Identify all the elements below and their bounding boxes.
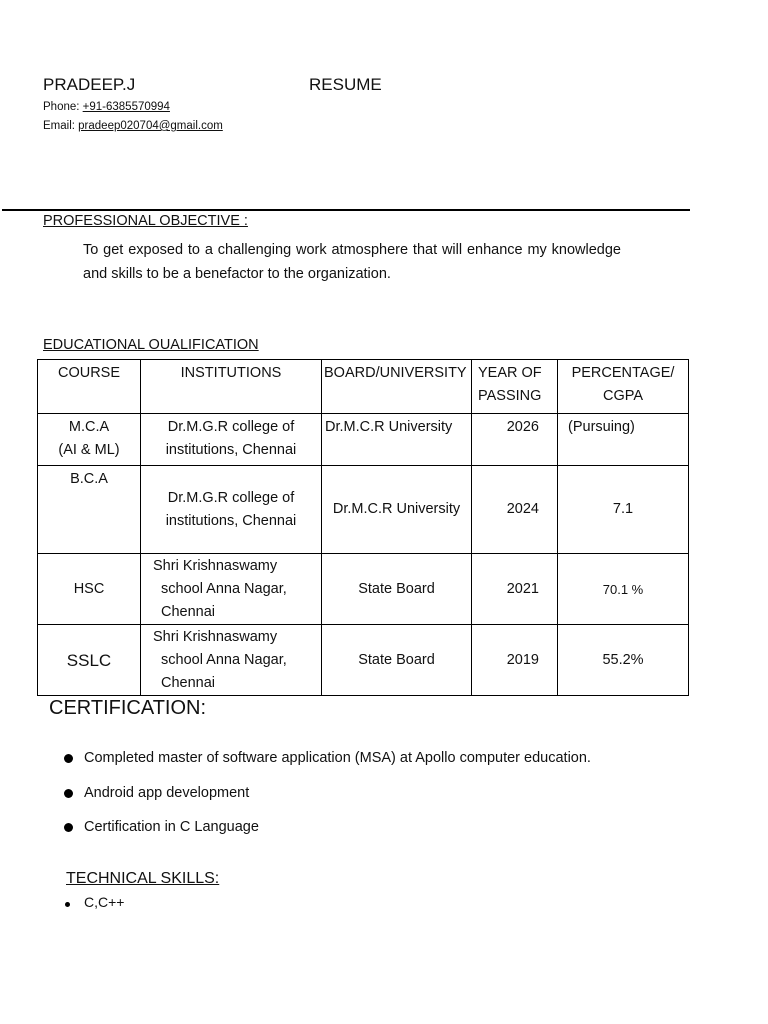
bullet-icon [64,789,73,798]
education-heading: EDUCATIONAL OUALIFICATION [43,337,259,353]
cell-board: State Board [322,625,472,696]
cell-institution [141,625,322,696]
phone-link[interactable]: +91-6385570994 [82,101,170,113]
header-pct-line2: CGPA [602,388,644,404]
header-percentage [558,360,689,414]
table-header-row [38,360,689,414]
cell-year: 2024 [472,466,558,554]
certification-item: Completed master of software application (MSA) at Apollo computer education. [84,750,591,766]
list-item [64,785,591,820]
header-year-line1: YEAR OF [478,365,542,381]
cell-course: B.C.A [38,466,141,554]
inst-line2: institutions, Chennai [165,442,297,458]
cell-institution [141,414,322,466]
header-pct-line1: PERCENTAGE/ [571,365,675,381]
inst-line1: Shri Krishnaswamy [153,557,278,574]
phone-label: Phone: [43,101,83,113]
table-row [38,414,689,466]
cell-board: Dr.M.C.R University [322,414,472,466]
bullet-icon [64,823,73,832]
header-divider [2,209,690,211]
inst-line3: Chennai [161,603,216,620]
course-line2: (AI & ML) [58,442,120,458]
certification-heading: CERTIFICATION: [49,697,207,719]
document-title: RESUME [309,75,382,94]
certification-list [64,750,591,854]
cell-percentage: (Pursuing) [558,414,689,466]
cell-year: 2021 [472,554,558,625]
cell-percentage: 7.1 [558,466,689,554]
table-row [38,625,689,696]
cell-course: HSC [38,554,141,625]
list-item [64,819,591,854]
technical-skills-list [64,894,124,910]
cell-course [38,414,141,466]
course-line1: M.C.A [68,419,110,435]
objective-text: To get exposed to a challenging work atmosphere that will enhance my knowledge and skills to be a benefactor to the organization. [83,242,621,282]
list-item [64,750,591,785]
bullet-icon [64,754,73,763]
inst-line2: institutions, Chennai [165,512,297,529]
email-label: Email: [43,120,79,132]
inst-line2: school Anna Nagar, [161,580,287,597]
technical-skills-heading: TECHNICAL SKILLS: [66,870,220,887]
header-board: BOARD/UNIVERSITY [322,360,472,414]
list-item [64,894,124,910]
header-year [472,360,558,414]
email-line [43,120,223,132]
cell-course: SSLC [38,625,141,696]
certification-item: Android app development [84,784,250,801]
skill-item: C,C++ [84,894,125,910]
objective-heading: PROFESSIONAL OBJECTIVE : [43,213,248,229]
header-institutions: INSTITUTIONS [141,360,322,414]
cell-board: Dr.M.C.R University [322,466,472,554]
header-year-line2: PASSING [478,388,542,404]
bullet-icon [65,902,70,907]
inst-line3: Chennai [161,674,216,691]
cell-board: State Board [322,554,472,625]
header-course: COURSE [38,360,141,414]
email-link[interactable]: pradeep020704@gmail.com [78,120,223,132]
cell-institution [141,554,322,625]
cell-percentage: 55.2% [558,625,689,696]
inst-line1: Shri Krishnaswamy [153,628,278,645]
table-row [38,554,689,625]
candidate-name: PRADEEP.J [43,75,136,94]
cell-year: 2026 [472,414,558,466]
inst-line2: school Anna Nagar, [161,651,287,668]
certification-item: Certification in C Language [84,819,259,835]
phone-line [43,101,170,113]
table-row [38,466,689,554]
cell-institution [141,466,322,554]
education-table [37,359,689,696]
cell-year: 2019 [472,625,558,696]
cell-percentage: 70.1 % [558,554,689,625]
inst-line1: Dr.M.G.R college of [167,419,295,435]
inst-line1: Dr.M.G.R college of [167,489,295,506]
